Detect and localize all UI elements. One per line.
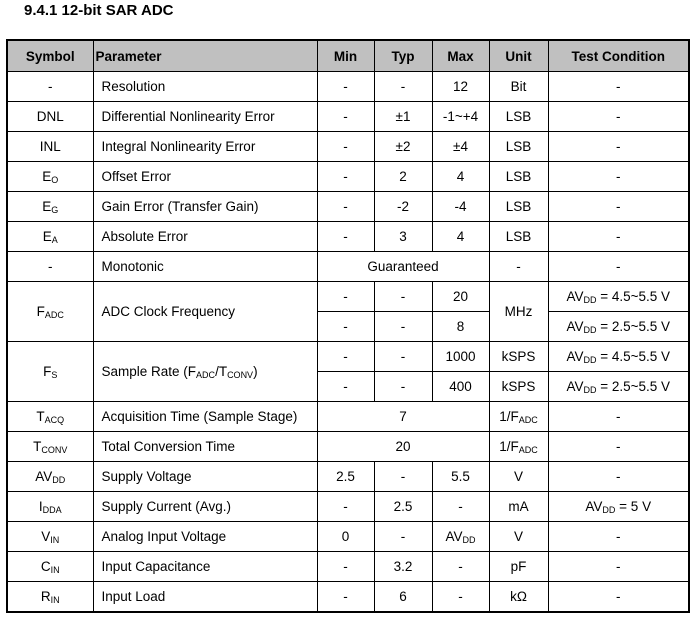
table-row-tconv bbox=[7, 432, 689, 462]
symbol-main: F bbox=[43, 364, 52, 379]
typ-cell: - bbox=[374, 282, 432, 312]
condition-rest: = 2.5~5.5 V bbox=[596, 379, 671, 394]
table-row-rin bbox=[7, 582, 689, 613]
parameter-cell: Analog Input Voltage bbox=[93, 522, 317, 552]
typ-cell: - bbox=[374, 462, 432, 492]
table-row-inl bbox=[7, 132, 689, 162]
condition-cell: - bbox=[548, 72, 689, 102]
unit-cell: Bit bbox=[489, 72, 548, 102]
typ-cell: 6 bbox=[374, 582, 432, 613]
condition-cell: - bbox=[548, 582, 689, 613]
typ-cell: - bbox=[374, 342, 432, 372]
condition-cell bbox=[548, 282, 689, 312]
typ-cell: - bbox=[374, 372, 432, 402]
table-row-offset-error bbox=[7, 162, 689, 192]
max-cell: - bbox=[432, 552, 489, 582]
table-row-fs bbox=[7, 342, 689, 372]
unit-cell: V bbox=[489, 462, 548, 492]
parameter-cell: Differential Nonlinearity Error bbox=[93, 102, 317, 132]
symbol-cell bbox=[7, 522, 93, 552]
symbol-cell bbox=[7, 222, 93, 252]
symbol-main: E bbox=[42, 169, 52, 184]
symbol-cell bbox=[7, 342, 93, 402]
parameter-cell: Resolution bbox=[93, 72, 317, 102]
table-row-resolution bbox=[7, 72, 689, 102]
table-row-avdd bbox=[7, 462, 689, 492]
condition-subscript: DD bbox=[583, 295, 597, 305]
symbol-subscript: A bbox=[51, 235, 58, 245]
table-row-fadc bbox=[7, 282, 689, 312]
header-row bbox=[7, 40, 689, 72]
max-subscript: DD bbox=[462, 535, 476, 545]
parameter-cell: Input Capacitance bbox=[93, 552, 317, 582]
typ-cell: ±1 bbox=[374, 102, 432, 132]
min-cell: - bbox=[317, 102, 374, 132]
unit-cell: LSB bbox=[489, 192, 548, 222]
condition-main: AV bbox=[566, 289, 584, 304]
condition-main: AV bbox=[566, 379, 584, 394]
condition-cell: - bbox=[548, 162, 689, 192]
symbol-main: T bbox=[33, 439, 42, 454]
condition-cell: - bbox=[548, 252, 689, 282]
symbol-cell bbox=[7, 282, 93, 342]
header-unit: Unit bbox=[489, 40, 548, 72]
typ-cell: 3 bbox=[374, 222, 432, 252]
parameter-cell: Integral Nonlinearity Error bbox=[93, 132, 317, 162]
max-cell: 1000 bbox=[432, 342, 489, 372]
table-row-dnl bbox=[7, 102, 689, 132]
symbol-main: E bbox=[42, 199, 52, 214]
max-cell: - bbox=[432, 492, 489, 522]
min-cell: - bbox=[317, 192, 374, 222]
condition-cell bbox=[548, 342, 689, 372]
unit-subscript: ADC bbox=[518, 415, 538, 425]
condition-main: AV bbox=[566, 349, 584, 364]
symbol-cell: DNL bbox=[7, 102, 93, 132]
condition-main: AV bbox=[566, 319, 584, 334]
max-cell: ±4 bbox=[432, 132, 489, 162]
symbol-cell: - bbox=[7, 252, 93, 282]
condition-cell: - bbox=[548, 522, 689, 552]
header-test-condition: Test Condition bbox=[548, 40, 689, 72]
max-cell: 400 bbox=[432, 372, 489, 402]
max-cell: 5.5 bbox=[432, 462, 489, 492]
min-cell: - bbox=[317, 282, 374, 312]
symbol-subscript: IN bbox=[50, 535, 60, 545]
unit-subscript: ADC bbox=[518, 445, 538, 455]
condition-cell: - bbox=[548, 132, 689, 162]
parameter-cell: ADC Clock Frequency bbox=[93, 282, 317, 342]
symbol-main: F bbox=[36, 304, 45, 319]
symbol-cell bbox=[7, 552, 93, 582]
typ-cell: 3.2 bbox=[374, 552, 432, 582]
parameter-cell: Supply Current (Avg.) bbox=[93, 492, 317, 522]
condition-rest: = 5 V bbox=[615, 499, 652, 514]
condition-cell bbox=[548, 492, 689, 522]
typ-cell: 2.5 bbox=[374, 492, 432, 522]
table-row-monotonic bbox=[7, 252, 689, 282]
header-min: Min bbox=[317, 40, 374, 72]
symbol-subscript: ACQ bbox=[44, 415, 65, 425]
symbol-cell bbox=[7, 432, 93, 462]
symbol-main: T bbox=[36, 409, 45, 424]
unit-cell: kΩ bbox=[489, 582, 548, 613]
max-cell: -1~+4 bbox=[432, 102, 489, 132]
unit-cell: pF bbox=[489, 552, 548, 582]
parameter-cell: Absolute Error bbox=[93, 222, 317, 252]
condition-subscript: DD bbox=[583, 385, 597, 395]
parameter-cell: Gain Error (Transfer Gain) bbox=[93, 192, 317, 222]
condition-cell: - bbox=[548, 192, 689, 222]
parameter-cell: Input Load bbox=[93, 582, 317, 613]
condition-rest: = 4.5~5.5 V bbox=[596, 289, 671, 304]
typ-cell: - bbox=[374, 522, 432, 552]
header-parameter: Parameter bbox=[93, 40, 317, 72]
parameter-part: Sample Rate (F bbox=[101, 364, 197, 379]
symbol-cell bbox=[7, 462, 93, 492]
condition-cell bbox=[548, 372, 689, 402]
min-cell: - bbox=[317, 552, 374, 582]
max-cell: 12 bbox=[432, 72, 489, 102]
unit-cell: - bbox=[489, 252, 548, 282]
min-cell: - bbox=[317, 132, 374, 162]
condition-cell: - bbox=[548, 552, 689, 582]
parameter-part: /T bbox=[215, 364, 228, 379]
symbol-cell bbox=[7, 192, 93, 222]
table-row-cin bbox=[7, 552, 689, 582]
min-cell: - bbox=[317, 342, 374, 372]
condition-cell: - bbox=[548, 402, 689, 432]
typ-cell: -2 bbox=[374, 192, 432, 222]
symbol-subscript: ADC bbox=[44, 310, 64, 320]
min-cell: - bbox=[317, 582, 374, 613]
min-cell: - bbox=[317, 492, 374, 522]
parameter-subscript: ADC bbox=[196, 370, 216, 380]
symbol-main: E bbox=[42, 229, 52, 244]
table-row-gain-error bbox=[7, 192, 689, 222]
max-cell: - bbox=[432, 582, 489, 613]
unit-cell: kSPS bbox=[489, 342, 548, 372]
condition-main: AV bbox=[585, 499, 603, 514]
unit-cell bbox=[489, 432, 548, 462]
symbol-subscript: S bbox=[51, 370, 58, 380]
symbol-subscript: IN bbox=[50, 595, 60, 605]
symbol-cell bbox=[7, 492, 93, 522]
unit-cell: V bbox=[489, 522, 548, 552]
table-row-vin bbox=[7, 522, 689, 552]
unit-main: 1/F bbox=[499, 439, 519, 454]
table-row-tacq bbox=[7, 402, 689, 432]
symbol-subscript: DDA bbox=[42, 505, 62, 515]
unit-cell: LSB bbox=[489, 132, 548, 162]
unit-cell bbox=[489, 402, 548, 432]
max-cell: 4 bbox=[432, 162, 489, 192]
value-cell: Guaranteed bbox=[317, 252, 489, 282]
condition-cell: - bbox=[548, 102, 689, 132]
unit-main: 1/F bbox=[499, 409, 519, 424]
min-cell: - bbox=[317, 372, 374, 402]
unit-cell: LSB bbox=[489, 222, 548, 252]
unit-cell: mA bbox=[489, 492, 548, 522]
min-cell: - bbox=[317, 312, 374, 342]
symbol-main: C bbox=[40, 559, 51, 574]
value-cell: 7 bbox=[317, 402, 489, 432]
symbol-cell: INL bbox=[7, 132, 93, 162]
symbol-cell bbox=[7, 402, 93, 432]
unit-cell: LSB bbox=[489, 102, 548, 132]
symbol-subscript: G bbox=[51, 205, 59, 215]
symbol-main: I bbox=[38, 499, 43, 514]
condition-subscript: DD bbox=[602, 505, 616, 515]
symbol-main: R bbox=[40, 589, 51, 604]
value-cell: 20 bbox=[317, 432, 489, 462]
condition-subscript: DD bbox=[583, 325, 597, 335]
symbol-cell bbox=[7, 582, 93, 613]
condition-cell: - bbox=[548, 222, 689, 252]
unit-cell: MHz bbox=[489, 282, 548, 342]
min-cell: - bbox=[317, 222, 374, 252]
max-cell: 8 bbox=[432, 312, 489, 342]
typ-cell: - bbox=[374, 72, 432, 102]
parameter-cell: Total Conversion Time bbox=[93, 432, 317, 462]
parameter-cell: Supply Voltage bbox=[93, 462, 317, 492]
max-cell bbox=[432, 522, 489, 552]
parameter-part: ) bbox=[253, 364, 258, 379]
condition-rest: = 2.5~5.5 V bbox=[596, 319, 671, 334]
unit-cell: LSB bbox=[489, 162, 548, 192]
min-cell: 0 bbox=[317, 522, 374, 552]
symbol-subscript: O bbox=[51, 175, 59, 185]
max-main: AV bbox=[445, 529, 463, 544]
header-symbol: Symbol bbox=[7, 40, 93, 72]
condition-rest: = 4.5~5.5 V bbox=[596, 349, 671, 364]
typ-cell: - bbox=[374, 312, 432, 342]
symbol-cell bbox=[7, 162, 93, 192]
adc-spec-table bbox=[6, 39, 690, 613]
symbol-subscript: IN bbox=[50, 565, 60, 575]
max-cell: 4 bbox=[432, 222, 489, 252]
typ-cell: 2 bbox=[374, 162, 432, 192]
table-row-absolute-error bbox=[7, 222, 689, 252]
condition-subscript: DD bbox=[583, 355, 597, 365]
condition-cell: - bbox=[548, 432, 689, 462]
min-cell: - bbox=[317, 162, 374, 192]
section-title: 9.4.1 12-bit SAR ADC bbox=[24, 2, 174, 19]
max-cell: -4 bbox=[432, 192, 489, 222]
symbol-main: V bbox=[41, 529, 51, 544]
parameter-cell: Monotonic bbox=[93, 252, 317, 282]
symbol-subscript: DD bbox=[52, 475, 66, 485]
parameter-cell: Acquisition Time (Sample Stage) bbox=[93, 402, 317, 432]
parameter-cell bbox=[93, 342, 317, 402]
parameter-cell: Offset Error bbox=[93, 162, 317, 192]
unit-cell: kSPS bbox=[489, 372, 548, 402]
header-typ: Typ bbox=[374, 40, 432, 72]
symbol-main: AV bbox=[35, 469, 53, 484]
parameter-subscript: CONV bbox=[227, 370, 254, 380]
symbol-subscript: CONV bbox=[41, 445, 68, 455]
symbol-cell: - bbox=[7, 72, 93, 102]
typ-cell: ±2 bbox=[374, 132, 432, 162]
table-row-idda bbox=[7, 492, 689, 522]
condition-cell bbox=[548, 312, 689, 342]
max-cell: 20 bbox=[432, 282, 489, 312]
min-cell: 2.5 bbox=[317, 462, 374, 492]
header-max: Max bbox=[432, 40, 489, 72]
condition-cell: - bbox=[548, 462, 689, 492]
min-cell: - bbox=[317, 72, 374, 102]
